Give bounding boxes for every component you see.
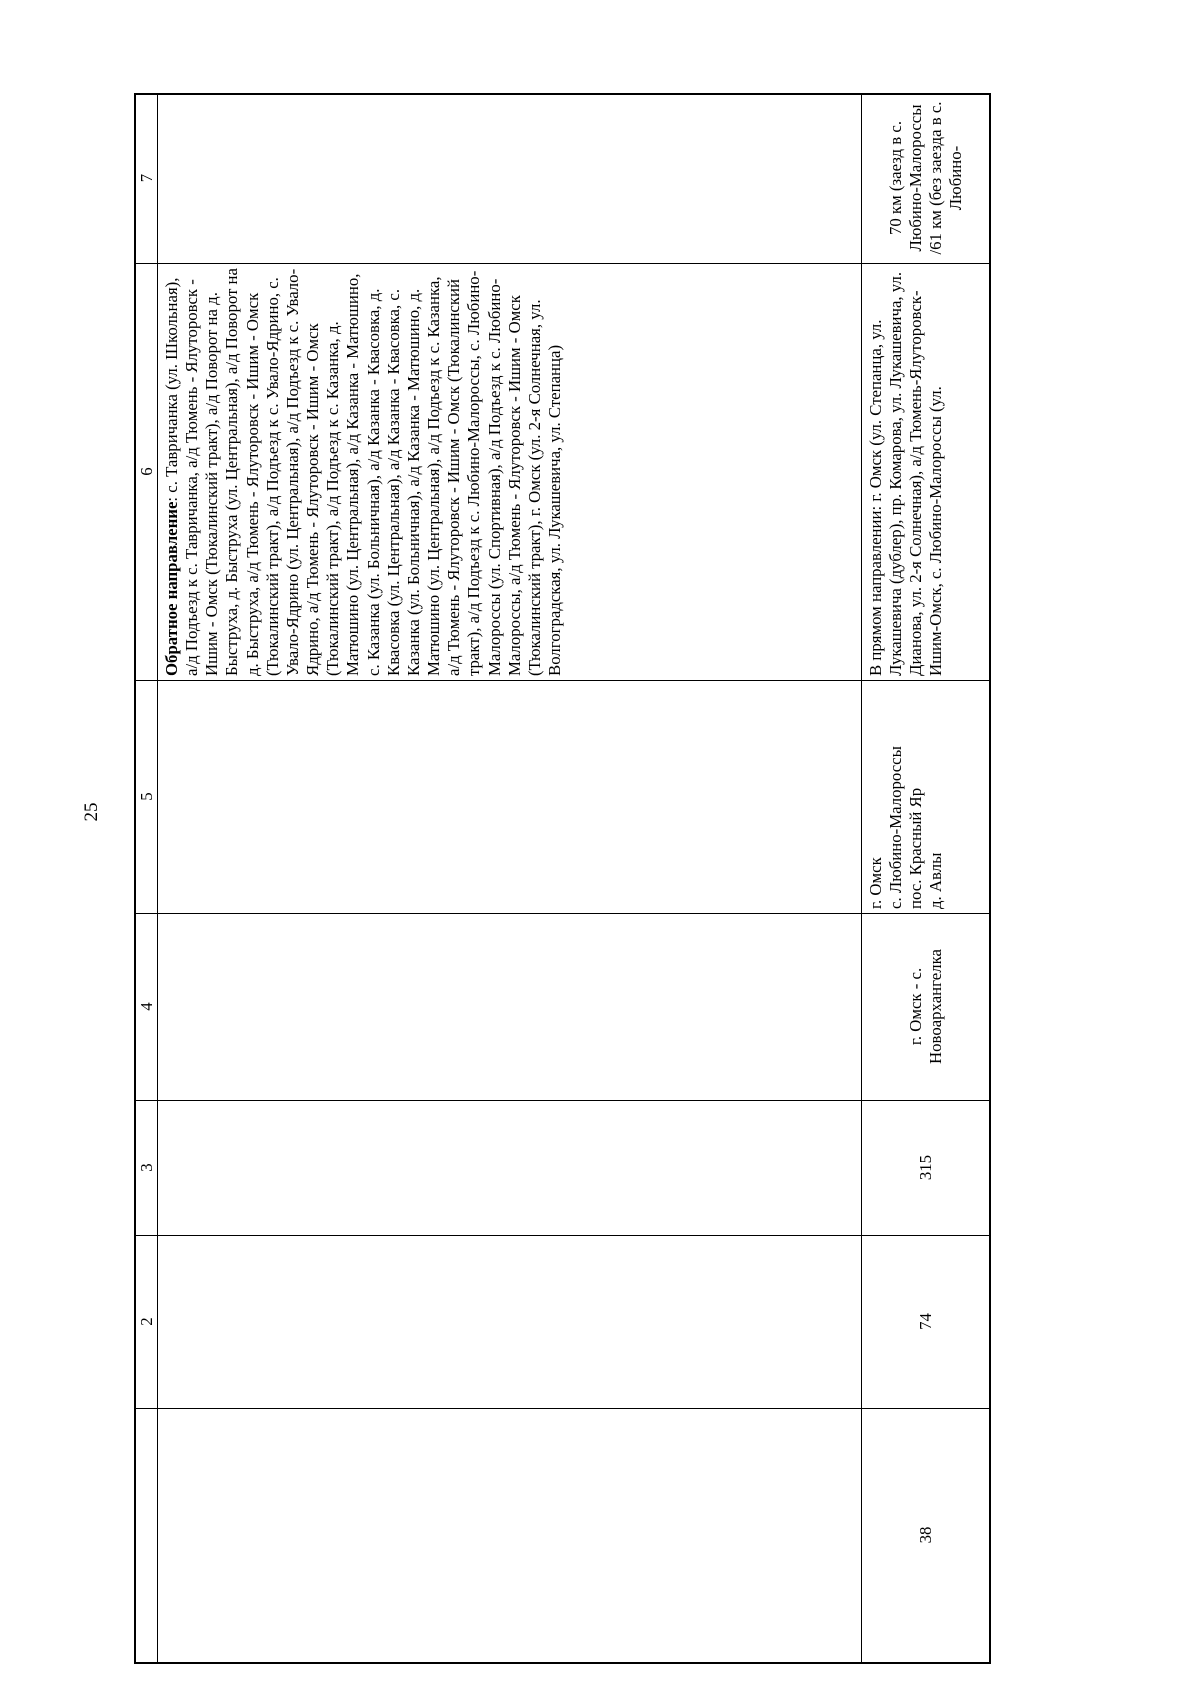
stop-item: д. Авлы xyxy=(926,852,946,909)
table-header-divider xyxy=(157,93,158,1664)
reverse-route-label: Обратное направление xyxy=(162,501,181,676)
table-row-divider xyxy=(861,93,862,1664)
header-col-4: 4 xyxy=(137,1002,156,1011)
table-border-left xyxy=(134,93,136,1664)
row-38-col-4 xyxy=(864,913,988,1100)
reverse-route-cell xyxy=(162,267,857,676)
table-border-top xyxy=(134,93,991,95)
row-38-col-2 xyxy=(864,1235,988,1408)
header-col-6: 6 xyxy=(137,467,156,476)
reverse-route-text: : с. Тавричанка (ул. Школьная), а/д Подъезд к с. Тавричанка, а/д Тюмень - Ялуторовск - Ишим - Омск (Тюкалинский тракт), а/д Поворот на д. Быструха, д. Быструха (ул. Центральная), а/д Поворот на д. Быструха, а/д Тюмень - Ялуторовск - Ишим - Омск (Тюкалинский тракт), а/д Подъезд к с. Увало-Ядрино, с. Увало-Ядрино (ул. Центральная), а/д Подъезд к с. Увало-Ядрино, а/д Тюмень - Ялуторовск - Ишим - Омск (Тюкалинский тракт), а/д Подъезд к с. Казанка, д. Матюшино (ул. Центральная), а/д Казанка - Матюшино, с. Казанка (ул. Больничная), а/д Казанка - Квасовка, д. Квасовка (ул. Центральная), а/д Казанка - Квасовка, с. Казанка (ул. Больничная), а/д Казанка - Матюшино, д. Матюшино (ул. Центральная), а/д Подъезд к с. Казанка, а/д Тюмень - Ялуторовск - Ишим - Омск (Тюкалинский тракт), а/д Подъезд к с. Любино-Малороссы, с. Любино-Малороссы (ул. Спортивная), а/д Подъезд к с. Любино-Малороссы, а/д Тюмень - Ялуторовск - Ишим - Омск (Тюкалинский тракт), г. Омск (ул. 2-я Солнечная, ул. Волгоградская, ул. Лукашевича, ул. Степанца) xyxy=(162,268,564,676)
col-line-5-4 xyxy=(134,913,991,914)
row-38-col-6 xyxy=(866,267,986,676)
header-col-2: 2 xyxy=(137,1317,156,1326)
stop-item: с. Любино-Малороссы xyxy=(886,746,906,909)
col-line-3-2 xyxy=(134,1235,991,1236)
stop-item: г. Омск xyxy=(866,857,885,909)
header-col-5: 5 xyxy=(137,792,156,801)
forward-route-text: В прямом направлении: г. Омск (ул. Степанца, ул. Лукашевича (дублер), пр. Комарова, ул. Лукашевича, ул. Дианова, ул. 2-я Солнечная), а/д Тюмень-Ялуторовск-Ишим-Омск, с. Любино-Малороссы (ул. xyxy=(866,271,946,676)
header-col-3: 3 xyxy=(137,1163,156,1172)
col-line-6-5 xyxy=(134,680,991,681)
col-line-7-6 xyxy=(134,263,991,264)
registration-number: 74 xyxy=(915,1313,935,1330)
header-col-7: 7 xyxy=(137,173,156,183)
row-38-col-5 xyxy=(866,684,986,909)
route-name: г. Омск - с. Новоархангелка xyxy=(905,949,945,1064)
route-number: 38 xyxy=(915,1526,935,1544)
table-border-right xyxy=(989,93,991,1664)
row-38-number xyxy=(864,1408,988,1662)
col-line-2-1 xyxy=(134,1408,991,1409)
route-code: 315 xyxy=(915,1154,935,1181)
table-border-bottom xyxy=(134,1662,991,1664)
stop-item: пос. Красный Яр xyxy=(906,787,926,909)
page-number: 25 xyxy=(81,802,102,822)
row-38-col-3 xyxy=(864,1100,988,1235)
row-38-col-7 xyxy=(864,95,988,261)
route-length: 70 км (заезд в с. Любино-Малороссы /61 км (без заезда в с. Любино- xyxy=(885,101,966,255)
col-line-4-3 xyxy=(134,1100,991,1101)
